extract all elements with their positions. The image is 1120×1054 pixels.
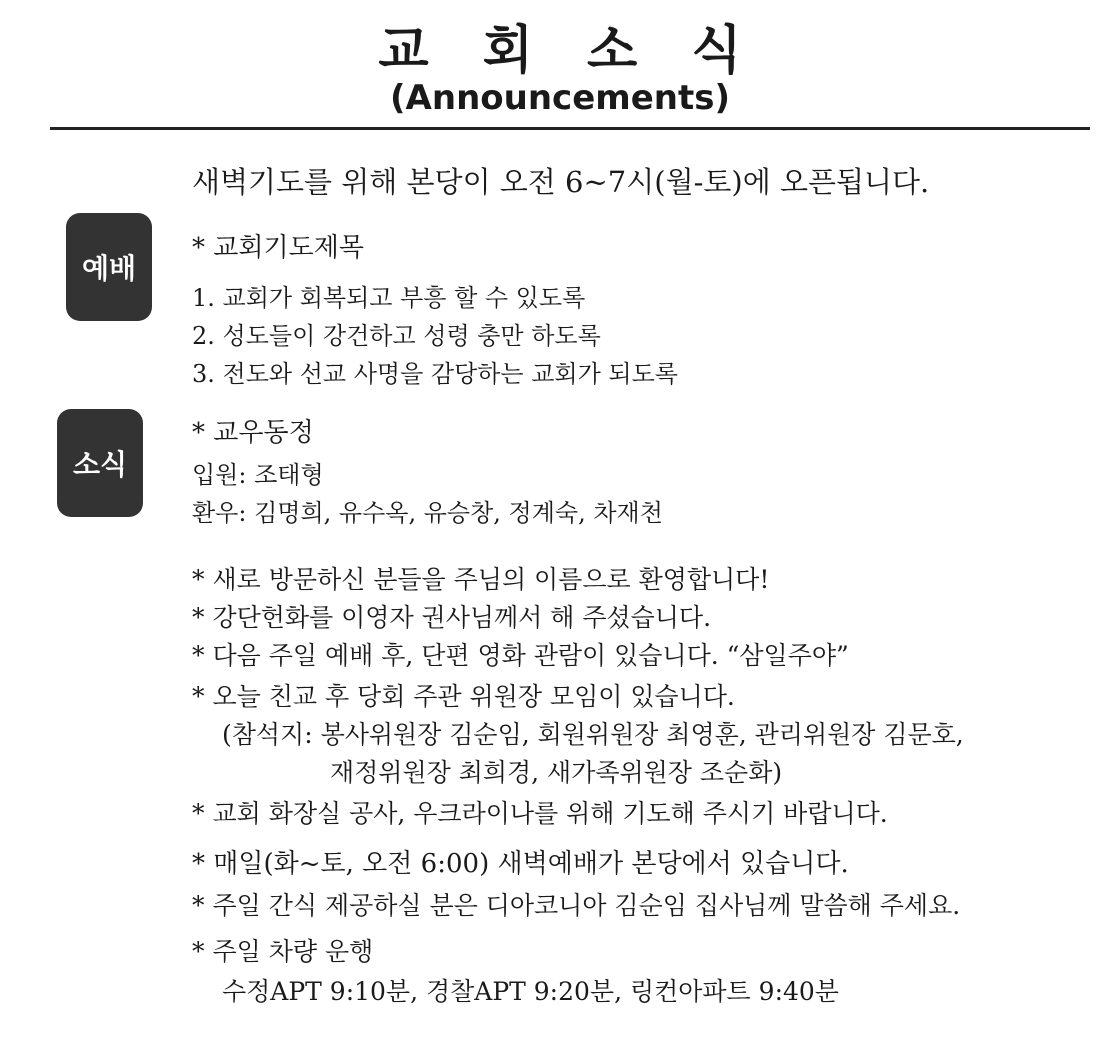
notice-bus-schedule: 수정APT 9:10분, 경찰APT 9:20분, 링컨아파트 9:40분 [222, 977, 839, 1006]
members-hospital: 입원: 조태형 [192, 461, 324, 489]
badge-news: 소식 [57, 409, 143, 517]
members-heading: * 교우동정 [192, 418, 314, 448]
notice-attendees: 재정위원장 최희경, 새가족위원장 조순화) [330, 758, 783, 787]
notice-item: * 다음 주일 예배 후, 단편 영화 관람이 있습니다. “삼일주야” [192, 641, 849, 670]
notice-attendees: (참석지: 봉사위원장 김순임, 회원위원장 최영훈, 관리위원장 김문호, [222, 720, 964, 749]
intro-notice: 새벽기도를 위해 본당이 오전 6~7시(월-토)에 오픈됩니다. [192, 165, 930, 199]
notice-item: * 새로 방문하신 분들을 주님의 이름으로 환영합니다! [192, 565, 770, 594]
notice-item: * 오늘 친교 후 당회 주관 위원장 모임이 있습니다. [192, 682, 735, 711]
notice-item: * 매일(화~토, 오전 6:00) 새벽예배가 본당에서 있습니다. [192, 849, 849, 879]
badge-worship: 예배 [66, 213, 152, 321]
prayer-item: 1. 교회가 회복되고 부흥 할 수 있도록 [192, 284, 586, 312]
notice-item: * 교회 화장실 공사, 우크라이나를 위해 기도해 주시기 바랍니다. [192, 799, 888, 828]
members-sick: 환우: 김명희, 유수옥, 유승창, 정계숙, 차재천 [192, 499, 663, 527]
notice-item: * 주일 간식 제공하실 분은 디아코니아 김순임 집사님께 말씀해 주세요. [192, 891, 961, 920]
prayer-item: 2. 성도들이 강건하고 성령 충만 하도록 [192, 322, 601, 350]
notice-item: * 주일 차량 운행 [192, 937, 374, 966]
title-divider [50, 127, 1090, 130]
prayer-item: 3. 전도와 선교 사명을 감당하는 교회가 되도록 [192, 360, 678, 388]
page-subtitle: (Announcements) [390, 78, 730, 118]
prayer-heading: * 교회기도제목 [192, 233, 364, 263]
notice-item: * 강단헌화를 이영자 권사님께서 해 주셨습니다. [192, 603, 712, 632]
page-title: 교 회 소 식 [378, 21, 760, 81]
